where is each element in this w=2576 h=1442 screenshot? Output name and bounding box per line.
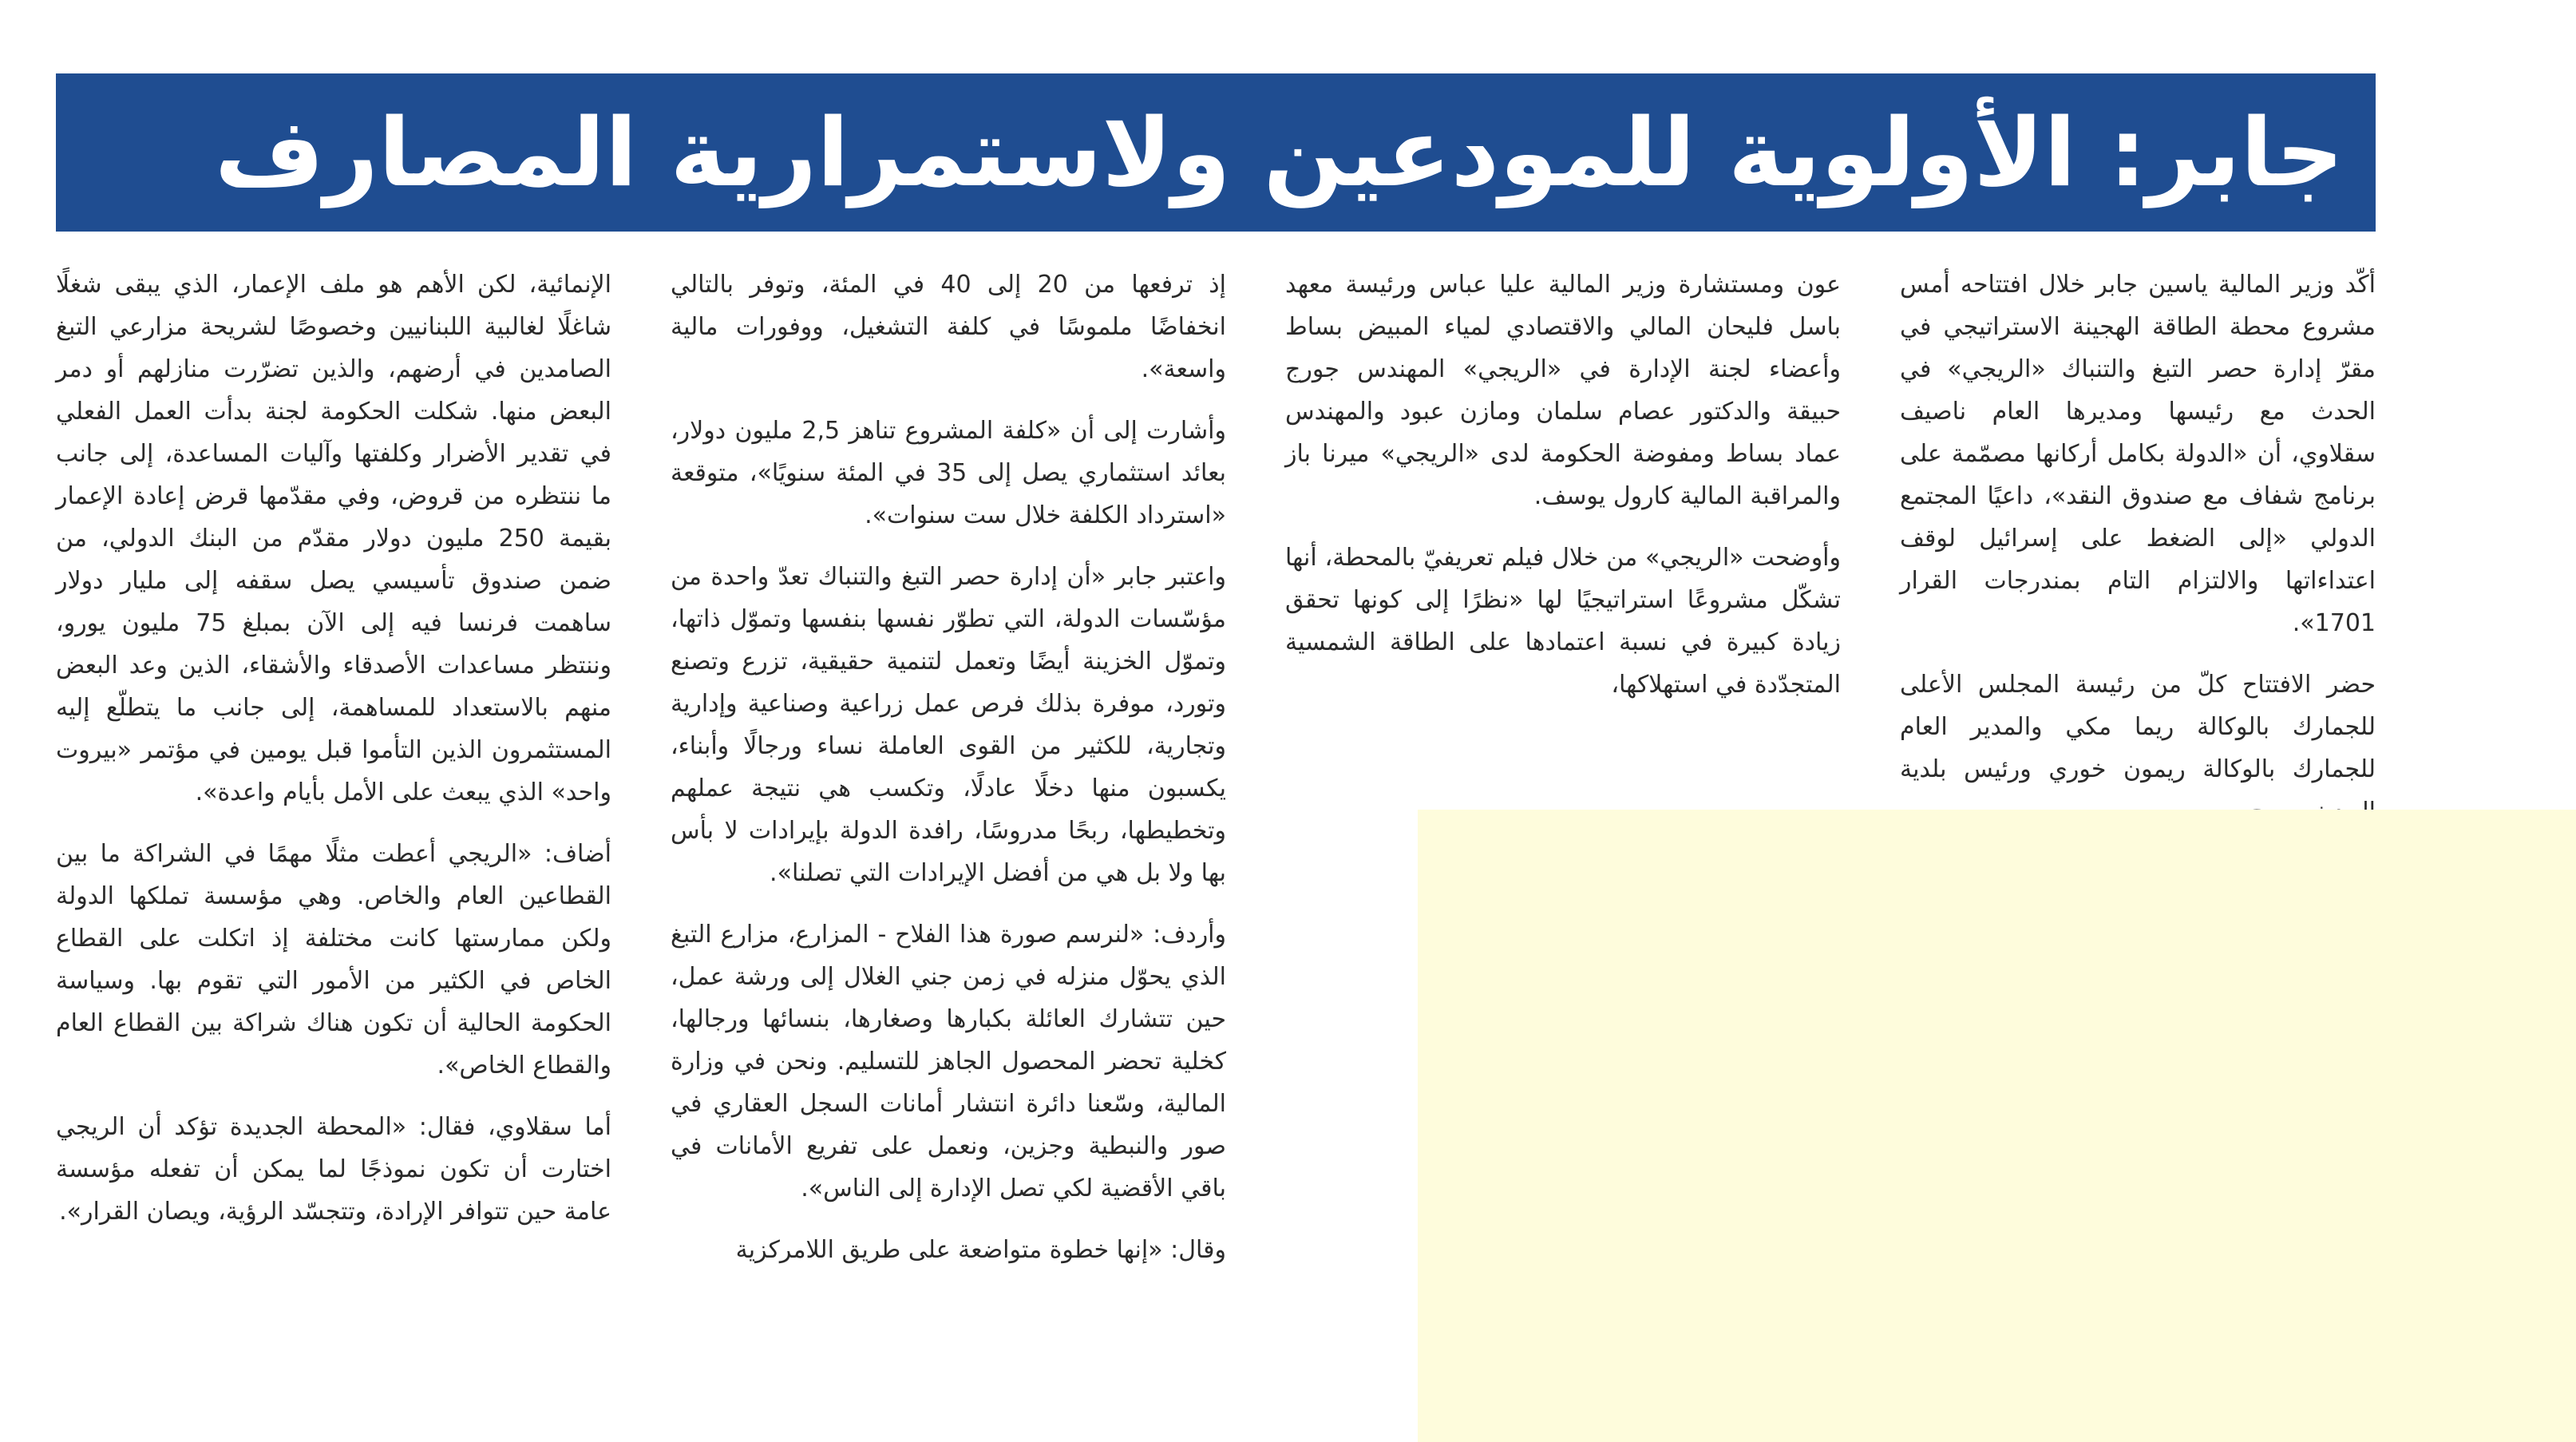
paragraph: أكّد وزير المالية ياسين جابر خلال افتتاحه أمس مشروع محطة الطاقة الهجينة الاستراتيجي في مقرّ إدارة حصر التبغ والتنباك «الريجي» في الحدث مع رئيسها ومديرها العام ناصيف سقلاوي، أن «الدولة بكامل أركانها مصمّمة على برنامج شفاف مع صندوق النقد»، داعيًا المجتمع الدولي «إلى الضغط على إسرائيل لوقف اعتداءاتها والالتزام التام بمندرجات القرار 1701». [1900, 271, 2376, 637]
article-column-1 [1900, 263, 2376, 852]
paragraph: أما سقلاوي، فقال: «المحطة الجديدة تؤكد أن الريجي اختارت أن تكون نموذجًا لما يمكن أن تفعله مؤسسة عامة حين تتوافر الإرادة، وتتجسّد الرؤية، ويصان القرار». [56, 1113, 611, 1226]
paragraph: عون ومستشارة وزير المالية عليا عباس ورئيسة معهد باسل فليحان المالي والاقتصادي لمياء المبيض بساط وأعضاء لجنة الإدارة في «الريجي» المهندس جورج حبيقة والدكتور عصام سلمان ومازن عبود والمهندس عماد بساط ومفوضة الحكومة لدى «الريجي» ميرنا باز والمراقبة المالية كارول يوسف. [1285, 271, 1841, 510]
paragraph: وأشارت إلى أن «كلفة المشروع تناهز 2,5 مليون دولار، بعائد استثماري يصل إلى 35 في المئة سنويًا»، متوقعة «استرداد الكلفة خلال ست سنوات». [671, 417, 1226, 529]
paragraph: إذ ترفعها من 20 إلى 40 في المئة، وتوفر بالتالي انخفاضًا ملموسًا في كلفة التشغيل، ووفورات مالية واسعة». [671, 271, 1226, 383]
paragraph: أضاف: «الريجي أعطت مثلًا مهمًا في الشراكة ما بين القطاعين العام والخاص. وهي مؤسسة تملكها الدولة ولكن ممارستها كانت مختلفة إذ اتكلت على القطاع الخاص في الكثير من الأمور التي تقوم بها. وسياسة الحكومة الحالية أن تكون هناك شراكة بين القطاع العام والقطاع الخاص». [56, 840, 611, 1080]
headline: جابر: الأولوية للمودعين ولاستمرارية المصارف [214, 97, 2344, 208]
paragraph: وأوضحت «الريجي» من خلال فيلم تعريفيّ بالمحطة، أنها تشكّل مشروعًا استراتيجيًا لها «نظرًا إلى كونها تحقق زيادة كبيرة في نسبة اعتمادها على الطاقة الشمسية المتجدّدة في استهلاكها، [1285, 544, 1841, 699]
paragraph: واعتبر جابر «أن إدارة حصر التبغ والتنباك تعدّ واحدة من مؤسّسات الدولة، التي تطوّر نفسها بنفسها وتموّل ذاتها، وتموّل الخزينة أيضًا وتعمل لتنمية حقيقية، تزرع وتصنع وتورد، موفرة بذلك فرص عمل زراعية وصناعية وإدارية وتجارية، للكثير من القوى العاملة نساء ورجالًا وأبناء، يكسبون منها دخلًا عادلًا، وتكسب هي نتيجة عملهم وتخطيطها، ربحًا مدروسًا، رافدة الدولة بإيرادات لا بأس بها ولا بل هي من أفضل الإيرادات التي تصلنا». [671, 563, 1226, 887]
paragraph: وقال: «إنها خطوة متواضعة على طريق اللامركزية [735, 1236, 1226, 1264]
highlight-box [1418, 810, 2576, 1442]
article-column-2 [1285, 263, 1841, 725]
paragraph: حضر الافتتاح كلّ من رئيسة المجلس الأعلى للجمارك بالوكالة ريما مكي والمدير العام للجمارك بالوكالة ريمون خوري ورئيس بلدية [1900, 671, 2376, 783]
article-column-3 [671, 263, 1226, 1373]
paragraph: الإنمائية، لكن الأهم هو ملف الإعمار، الذي يبقى شغلًا شاغلًا لغالبية اللبنانيين وخصوصًا لشريحة مزارعي التبغ الصامدين في أرضهم، والذين تضرّرت منازلهم أو دمر البعض منها. شكلت الحكومة لجنة بدأت العمل الفعلي في تقدير الأضرار وكلفتها وآليات المساعدة، إلى جانب ما ننتظره من قروض، وفي مقدّمها قرض إعادة الإعمار بقيمة 250 مليون دولار مقدّم من البنك الدولي، من ضمن صندوق تأسيسي يصل سقفه إلى مليار دولار ساهمت فرنسا فيه إلى الآن بمبلغ 75 مليون يورو، وننتظر مساعدات الأصدقاء والأشقاء، الذين وعد البعض منهم بالاستعداد للمساهمة، إلى جانب ما يتطلّع إليه المستثمرون الذين التأموا قبل يومين في مؤتمر «بيروت واحد» الذي يبعث على الأمل بأيام واعدة». [56, 271, 611, 806]
article-column-4 [56, 263, 611, 1252]
headline-bar [56, 73, 2376, 232]
paragraph: وأردف: «لنرسم صورة هذا الفلاح - المزارع، مزارع التبغ الذي يحوّل منزله في زمن جني الغلال إلى ورشة عمل، حين تتشارك العائلة بكبارها وصغارها، بنسائها ورجالها، كخلية تحضر المحصول الجاهز للتسليم. ونحن في وزارة المالية، وسّعنا دائرة انتشار أمانات السجل العقاري في صور والنبطية وجزين، ونعمل على تفريع الأمانات في باقي الأقضية لكي تصل الإدارة إلى الناس». [671, 921, 1226, 1202]
